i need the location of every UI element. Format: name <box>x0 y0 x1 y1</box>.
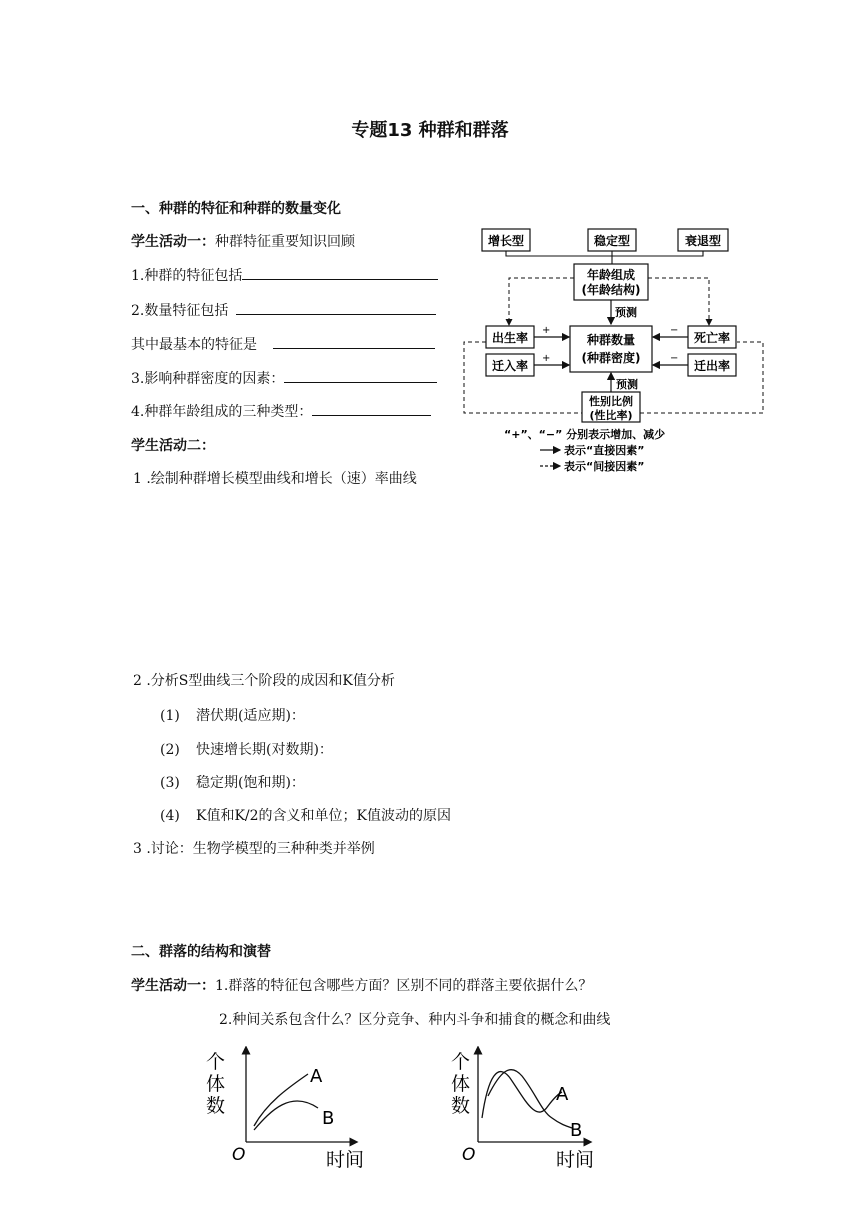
graph1-curve-b <box>254 1101 318 1130</box>
legend-direct: 表示“直接因素” <box>564 444 645 457</box>
question-1-text: 1.种群的特征包括 <box>131 268 243 284</box>
predict-label-2: 预测 <box>616 378 638 391</box>
question-4-blank[interactable] <box>312 401 431 416</box>
question-2b-text: 其中最基本的特征是 <box>131 337 257 353</box>
section-2-activity-1 <box>131 975 592 995</box>
sub-item-4 <box>160 805 451 825</box>
immigration-rate-label: 迁入率 <box>491 359 529 373</box>
sub-item-4-num: (4) <box>160 808 180 824</box>
activity-2-label: 学生活动二： <box>131 438 215 454</box>
sex-ratio-line1: 性别比例 <box>589 395 633 408</box>
question-4 <box>131 401 431 421</box>
growth-type-label: 增长型 <box>487 234 525 248</box>
graph1-label-b: B <box>322 1108 335 1129</box>
graph2-curve-a <box>482 1072 562 1118</box>
question-2 <box>131 300 436 320</box>
sub-item-1-num: (1) <box>160 708 180 724</box>
age-composition-line1: 年龄组成 <box>586 268 636 282</box>
sub-item-1-text: 潜伏期(适应期)： <box>196 708 305 724</box>
types-connector <box>506 251 703 264</box>
age-composition-line2: (年龄结构) <box>581 283 641 297</box>
question-4-text: 4.种群年龄组成的三种类型： <box>131 404 313 420</box>
section-2-question-1: 1.群落的特征包含哪些方面？区别不同的群落主要依据什么？ <box>215 978 593 994</box>
sub-item-1 <box>160 705 305 725</box>
question-2b <box>131 334 435 354</box>
sub-item-3-text: 稳定期(饱和期)： <box>196 775 305 791</box>
question-2-blank[interactable] <box>236 300 436 315</box>
question-3-text: 3.影响种群密度的因素： <box>131 371 285 387</box>
graph1-ylabel-2: 体 <box>206 1073 226 1095</box>
legend-indirect: 表示“间接因素” <box>564 460 645 473</box>
minus-sign-1: − <box>670 325 679 336</box>
birth-rate-label: 出生率 <box>491 331 529 345</box>
graph1-xlabel: 时间 <box>326 1149 365 1171</box>
section-1-heading: 一、种群的特征和种群的数量变化 <box>131 201 341 217</box>
graph2-ylabel-3: 数 <box>451 1095 471 1117</box>
question-2-text: 2.数量特征包括 <box>131 303 229 319</box>
predation-graph <box>448 1046 618 1176</box>
sub-item-3-num: (3) <box>160 775 180 791</box>
sub-item-2-text: 快速增长期(对数期)： <box>196 742 333 758</box>
graph2-xlabel: 时间 <box>556 1149 595 1171</box>
section-2-question-2: 2.种间关系包含什么？区分竞争、种内斗争和捕食的概念和曲线 <box>219 1012 611 1028</box>
graph1-label-a: A <box>310 1066 323 1087</box>
activity-1-label: 学生活动一： <box>131 234 215 250</box>
death-rate-label: 死亡率 <box>693 331 731 345</box>
question-3-blank[interactable] <box>284 368 437 383</box>
legend-signs: “+”、“−” 分别表示增加、减少 <box>504 428 666 441</box>
question-2b-blank[interactable] <box>273 334 435 349</box>
sub-item-3 <box>160 772 305 792</box>
population-size-line1: 种群数量 <box>586 333 636 347</box>
competition-graph <box>196 1046 376 1176</box>
minus-sign-2: − <box>670 353 679 364</box>
graph1-curve-a <box>254 1074 308 1126</box>
graph1-origin: O <box>232 1145 246 1165</box>
sub-item-4-text: K值和K/2的含义和单位；K值波动的原因 <box>196 808 452 824</box>
graph2-ylabel-1: 个 <box>451 1051 471 1073</box>
decline-type-label: 衰退型 <box>684 234 722 248</box>
population-characteristics-diagram <box>460 220 770 485</box>
page-title: 专题13 种群和群落 <box>351 120 509 141</box>
question-1 <box>131 265 438 285</box>
age-to-death-dashed <box>648 278 709 325</box>
graph2-label-b: B <box>570 1120 583 1141</box>
sex-ratio-line2: (性比率) <box>589 409 633 422</box>
emigration-rate-label: 迁出率 <box>693 359 731 373</box>
graph2-label-a: A <box>556 1084 569 1105</box>
graph1-ylabel-1: 个 <box>206 1051 226 1073</box>
section-2-activity-1-label: 学生活动一： <box>131 978 215 994</box>
stable-type-label: 稳定型 <box>593 234 631 248</box>
activity-2-item-2: 2 .分析S型曲线三个阶段的成因和K值分析 <box>133 673 395 689</box>
sub-item-2 <box>160 739 333 759</box>
section-2-heading: 二、群落的结构和演替 <box>131 944 271 960</box>
question-1-blank[interactable] <box>242 265 438 280</box>
graph1-ylabel-3: 数 <box>206 1095 226 1117</box>
plus-sign-1: + <box>542 325 551 336</box>
activity-2-item-3: 3 .讨论：生物学模型的三种种类并举例 <box>133 841 375 857</box>
population-size-line2: (种群密度) <box>581 351 641 365</box>
activity-1-line <box>131 231 355 251</box>
plus-sign-2: + <box>542 353 551 364</box>
sub-item-2-num: (2) <box>160 742 180 758</box>
question-3 <box>131 368 437 388</box>
activity-1-text: 种群特征重要知识回顾 <box>215 234 355 250</box>
activity-2-item-1: 1 .绘制种群增长模型曲线和增长（速）率曲线 <box>133 471 417 487</box>
predict-label-1: 预测 <box>615 306 637 319</box>
age-to-birth-dashed <box>509 278 574 325</box>
graph2-origin: O <box>462 1145 476 1165</box>
graph2-ylabel-2: 体 <box>451 1073 471 1095</box>
